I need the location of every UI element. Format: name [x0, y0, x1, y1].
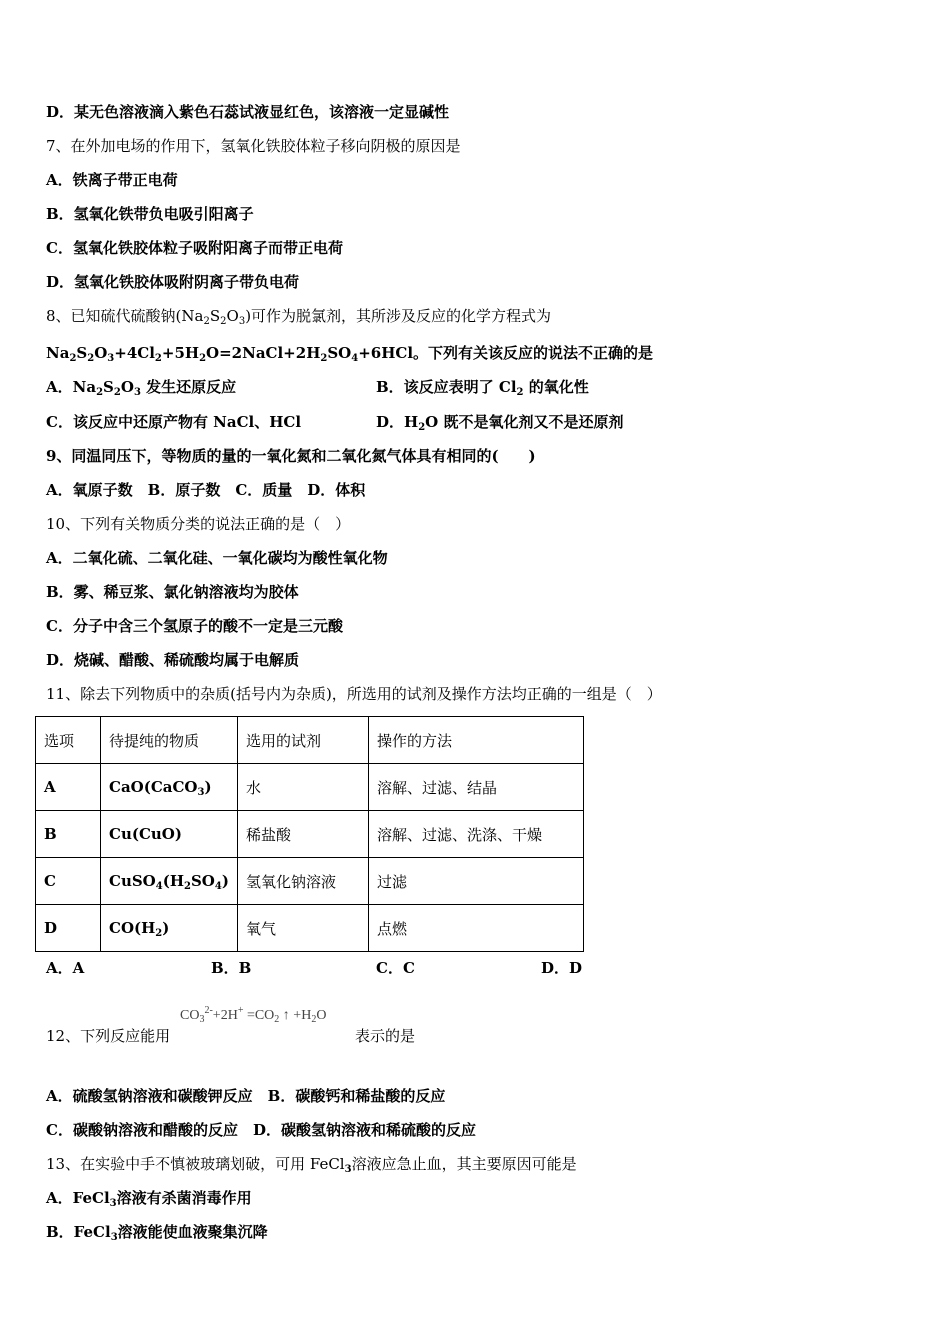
q9-options: A．氧原子数 B．原子数 C．质量 D．体积 — [46, 481, 366, 499]
q13-stem: 13、在实验中手不慎被玻璃划破，可用 FeCl$_3$溶液应急止血，其主要原因可能是 — [46, 1155, 577, 1175]
q10-stem: 10、下列有关物质分类的说法正确的是（ ） — [46, 515, 351, 533]
q11-stem: 11、除去下列物质中的杂质(括号内为杂质)，所选用的试剂及操作方法均正确的一组是（ ） — [46, 685, 662, 703]
table-header: 选用的试剂 — [237, 717, 368, 764]
q8-equation: $Na_2S_2O_3+4Cl_2+5H_2O=2NaCl+2H_2SO_4+6HCl$。下列有关该反应的说法不正确的是 — [46, 344, 654, 364]
table-cell-option: B — [36, 811, 101, 858]
q11-answer-a: A．A — [46, 959, 85, 977]
table-cell-method: 点燃 — [368, 905, 583, 952]
q7-option-c: C．氢氧化铁胶体粒子吸附阳离子而带正电荷 — [46, 239, 343, 257]
q7-option-d: D．氢氧化铁胶体吸附阴离子带负电荷 — [46, 273, 300, 291]
q7-option-a: A．铁离子带正电荷 — [46, 171, 178, 189]
q9-stem: 9、同温同压下，等物质的量的一氧化氮和二氧化氮气体具有相同的( ) — [46, 447, 536, 465]
q7-option-b: B．氢氧化铁带负电吸引阳离子 — [46, 205, 254, 223]
q13-option-a: A．FeCl$_3$溶液有杀菌消毒作用 — [46, 1189, 252, 1209]
table-header: 操作的方法 — [368, 717, 583, 764]
q6-option-d: D．某无色溶液滴入紫色石蕊试液显红色，该溶液一定显碱性 — [46, 103, 450, 121]
table-cell-reagent: 氧气 — [237, 905, 368, 952]
table-cell-reagent: 稀盐酸 — [237, 811, 368, 858]
table-cell-substance: CaO(CaCO$_3$) — [101, 764, 238, 811]
q11-answer-b: B．B — [211, 959, 252, 977]
q8-option-a: A．$Na_2S_2O_3$ 发生还原反应 — [46, 378, 237, 398]
table-cell-method: 过滤 — [368, 858, 583, 905]
table-cell-substance: $CO(H_2)$ — [101, 905, 238, 952]
q8-stem: 8、已知硫代硫酸钠$(Na_2S_2O_3)$可作为脱氯剂，其所涉及反应的化学方程式为 — [46, 307, 552, 327]
table-cell-substance: $CuSO_4(H_2SO_4)$ — [101, 858, 238, 905]
q11-table — [35, 716, 584, 952]
table-row — [36, 764, 584, 811]
table-cell-method: 溶解、过滤、洗涤、干燥 — [368, 811, 583, 858]
q10-option-a: A．二氧化硫、二氧化硅、一氧化碳均为酸性氧化物 — [46, 549, 388, 567]
q8-option-b: B．该反应表明了 $Cl_2$ 的氧化性 — [376, 378, 589, 398]
q8-option-c: C．该反应中还原产物有 NaCl、HCl — [46, 413, 302, 431]
q11-answer-c: C．C — [376, 959, 415, 977]
q8-option-d: D．$H_2O$ 既不是氧化剂又不是还原剂 — [376, 413, 624, 433]
table-cell-substance: Cu(CuO) — [101, 811, 238, 858]
table-cell-option: C — [36, 858, 101, 905]
table-row — [36, 905, 584, 952]
q12-options-ab: A．硫酸氢钠溶液和碳酸钾反应 B．碳酸钙和稀盐酸的反应 — [46, 1087, 446, 1105]
q7-stem: 7、在外加电场的作用下，氢氧化铁胶体粒子移向阴极的原因是 — [46, 137, 461, 155]
table-header: 待提纯的物质 — [101, 717, 238, 764]
table-cell-method: 溶解、过滤、结晶 — [368, 764, 583, 811]
q11-answer-d: D．D — [541, 959, 583, 977]
q12-stem: 12、下列反应能用 — [46, 1027, 171, 1045]
q12-ionic-formula: $CO_3^{2-}+2H^+ =CO_2$ ↑ $+H_2O$ — [180, 1005, 327, 1025]
table-header-row — [36, 717, 584, 764]
table-cell-reagent: 氢氧化钠溶液 — [237, 858, 368, 905]
table-row — [36, 811, 584, 858]
q10-option-b: B．雾、稀豆浆、氯化钠溶液均为胶体 — [46, 583, 299, 601]
q13-option-b: B．FeCl$_3$溶液能使血液聚集沉降 — [46, 1223, 268, 1243]
table-header: 选项 — [36, 717, 101, 764]
q10-option-d: D．烧碱、醋酸、稀硫酸均属于电解质 — [46, 651, 300, 669]
q10-option-c: C．分子中含三个氢原子的酸不一定是三元酸 — [46, 617, 343, 635]
table-row — [36, 858, 584, 905]
table-cell-option: D — [36, 905, 101, 952]
q12-options-cd: C．碳酸钠溶液和醋酸的反应 D．碳酸氢钠溶液和稀硫酸的反应 — [46, 1121, 476, 1139]
q12-stem-end: 表示的是 — [355, 1027, 416, 1045]
table-cell-reagent: 水 — [237, 764, 368, 811]
table-cell-option: A — [36, 764, 101, 811]
